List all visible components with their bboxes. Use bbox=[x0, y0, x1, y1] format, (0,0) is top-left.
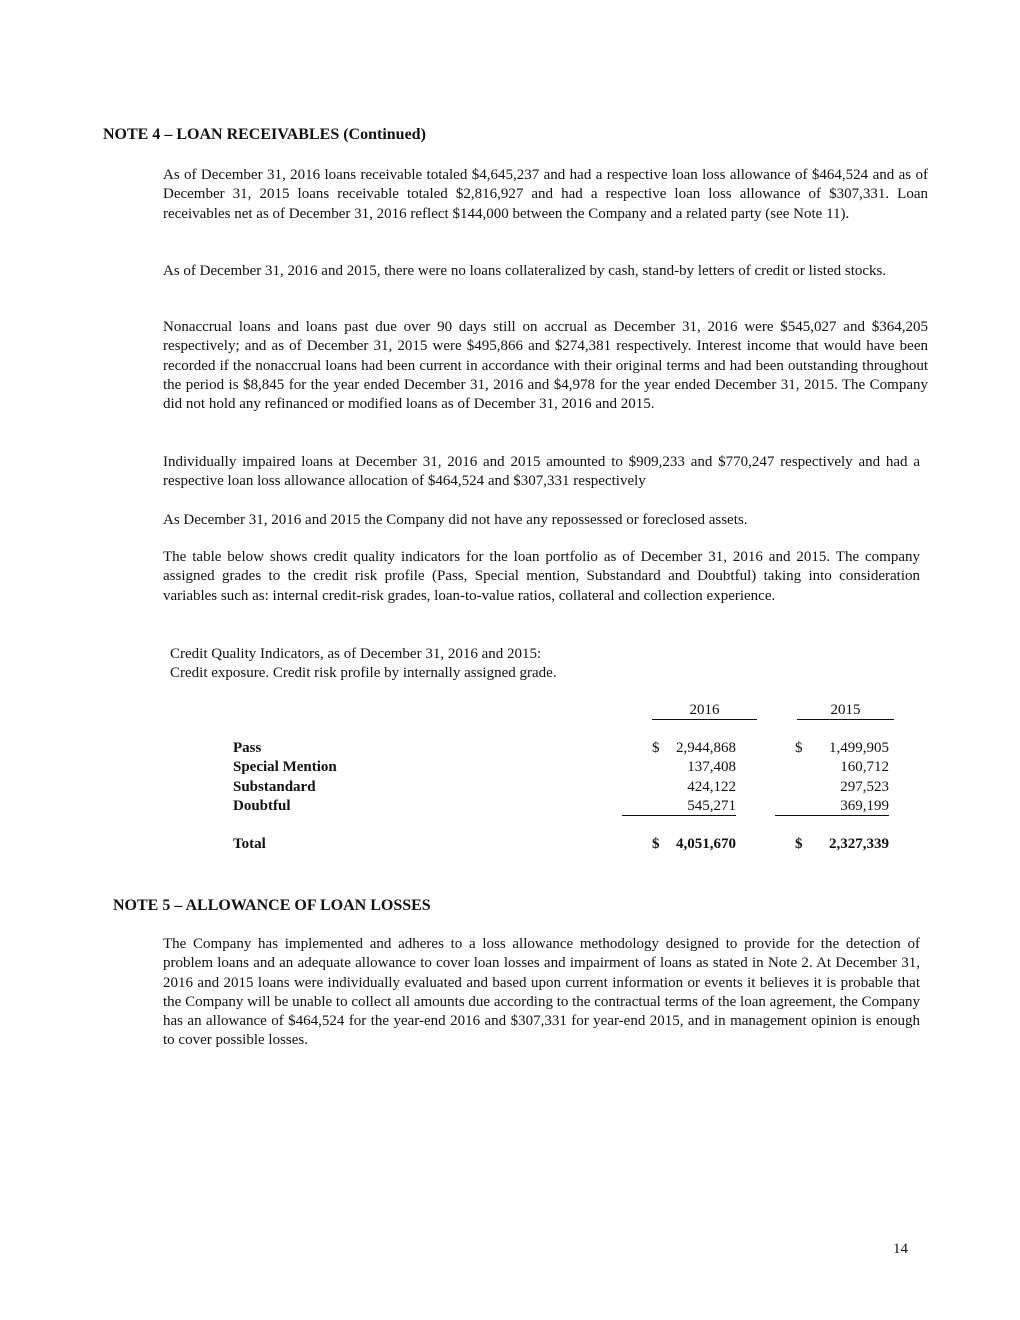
value-2015: 160,712 bbox=[840, 759, 889, 775]
value-2015: 1,499,905 bbox=[829, 740, 889, 756]
column-header-2016: 2016 bbox=[652, 702, 757, 720]
currency-symbol: $ bbox=[795, 836, 803, 852]
table-caption: Credit exposure. Credit risk profile by internally assigned grade. bbox=[170, 665, 557, 681]
value-2015: 297,523 bbox=[840, 779, 889, 795]
value-2016: 137,408 bbox=[687, 759, 736, 775]
note4-paragraph: As December 31, 2016 and 2015 the Company did not have any repossessed or foreclosed assets. bbox=[163, 512, 748, 528]
row-label: Substandard bbox=[233, 779, 316, 795]
note5-title: NOTE 5 – ALLOWANCE OF LOAN LOSSES bbox=[113, 897, 431, 914]
note4-paragraph: As of December 31, 2016 and 2015, there were no loans collateralized by cash, stand-by letters of credit or listed stocks. bbox=[163, 263, 887, 279]
row-label: Pass bbox=[233, 740, 262, 756]
note4-paragraph: As of December 31, 2016 loans receivable totaled $4,645,237 and had a respective loan loss allowance of $464,524 and as of December 31, 2015 loans receivable totaled $2,816,927 and had a respective loan loss allowance of $307,331. Loan receivables net as of December 31, 2016 reflect $144,000 between the Company and a related party (see Note 11). bbox=[163, 167, 928, 222]
row-label: Special Mention bbox=[233, 759, 337, 775]
note4-paragraph: The table below shows credit quality indicators for the loan portfolio as of December 31, 2016 and 2015. The company assigned grades to the credit risk profile (Pass, Special mention, Substandard and Doubtful) taking into consideration variables such as: internal credit-risk grades, loan-to-value ratios, collateral and collection experience. bbox=[163, 549, 920, 604]
table-caption: Credit Quality Indicators, as of December 31, 2016 and 2015: bbox=[170, 646, 542, 662]
note5-paragraph: The Company has implemented and adheres to a loss allowance methodology designed to provide for the detection of problem loans and an adequate allowance to cover loan losses and impairment of loans as stated in Note 2. At December 31, 2016 and 2015 loans were individually evaluated and based upon current information or events it believes it is probable that the Company will be unable to collect all amounts due according to the contractual terms of the loan agreement, the Company has an allowance of $464,524 for the year-end 2016 and $307,331 for year-end 2015, and in management opinion is enough to cover possible losses. bbox=[163, 936, 920, 1049]
value-2016: 545,271 bbox=[622, 798, 736, 816]
currency-symbol: $ bbox=[652, 740, 660, 756]
note4-paragraph: Individually impaired loans at December 31, 2016 and 2015 amounted to $909,233 and $770,247 respectively and had a respective loan loss allowance allocation of $464,524 and $307,331 respectively bbox=[163, 454, 920, 490]
value-2016: 424,122 bbox=[687, 779, 736, 795]
value-2015: 369,199 bbox=[775, 798, 889, 816]
page-number: 14 bbox=[893, 1241, 908, 1257]
value-2016: 2,944,868 bbox=[676, 740, 736, 756]
column-header-2015: 2015 bbox=[797, 702, 894, 720]
currency-symbol: $ bbox=[652, 836, 660, 852]
total-2015: 2,327,339 bbox=[829, 836, 889, 852]
currency-symbol: $ bbox=[795, 740, 803, 756]
note4-paragraph: Nonaccrual loans and loans past due over 90 days still on accrual as December 31, 2016 were $545,027 and $364,205 respectively; and as of December 31, 2015 were $495,866 and $274,381 respectively. Interest income that would have been recorded if the nonaccrual loans had been current in accordance with their original terms and had been outstanding throughout the period is $8,845 for the year ended December 31, 2016 and $4,978 for the year ended December 31, 2015. The Company did not hold any refinanced or modified loans as of December 31, 2016 and 2015. bbox=[163, 319, 928, 413]
total-label: Total bbox=[233, 836, 266, 852]
row-label: Doubtful bbox=[233, 798, 291, 814]
total-2016: 4,051,670 bbox=[676, 836, 736, 852]
note4-title: NOTE 4 – LOAN RECEIVABLES (Continued) bbox=[103, 126, 426, 143]
